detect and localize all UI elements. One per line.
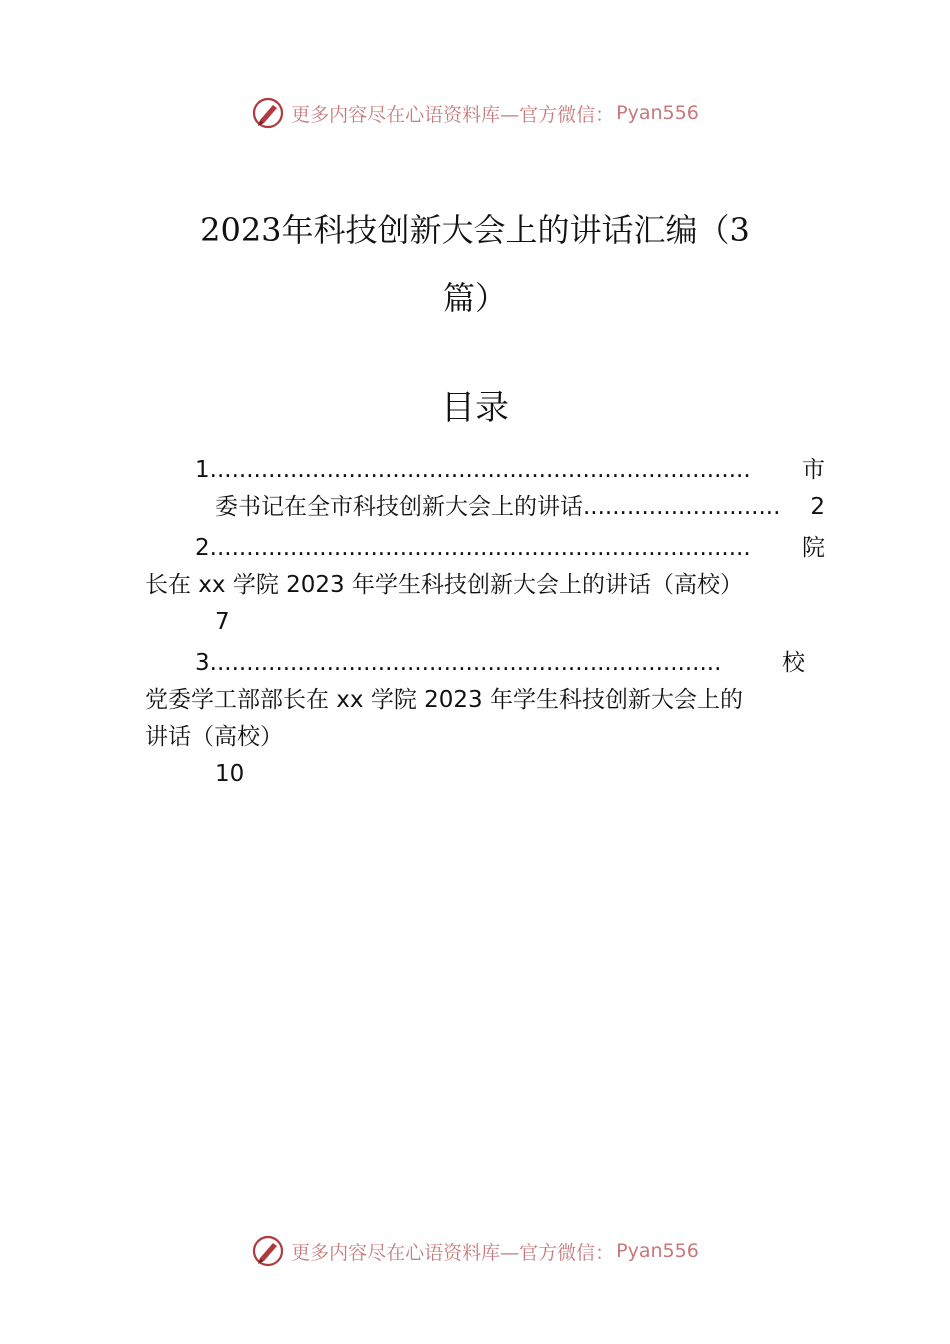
title-line-2: 篇） xyxy=(442,279,507,317)
toc-entry-1-page: 2 xyxy=(810,494,825,520)
toc-entry-3-page: 10 xyxy=(215,761,245,787)
toc-entry-1-leader-2: ........................... xyxy=(583,494,781,520)
header-watermark xyxy=(0,96,950,130)
toc-entry-3-number: 3 xyxy=(195,650,210,676)
watermark-text: 更多内容尽在心语资料库—官方微信： xyxy=(291,1241,615,1264)
toc-entry-2-leader: .......................................................................... xyxy=(209,535,751,561)
toc-entry-3-title: 党委学工部部长在 xx 学院 2023 年学生科技创新大会上的 xyxy=(145,687,743,713)
pen-logo-icon xyxy=(251,96,285,130)
toc-entry-1-title: 委书记在全市科技创新大会上的讲话 xyxy=(215,494,583,520)
toc-entry-2-number: 2 xyxy=(195,535,210,561)
toc-entry-3-title-start: 校 xyxy=(782,650,805,676)
toc-entry-2-line-1[interactable] xyxy=(145,530,825,567)
watermark-wechat-id: Pyan556 xyxy=(616,102,699,124)
toc-entry-1-line-1[interactable] xyxy=(145,452,825,489)
toc-entry-3-leader: ...................................................................... xyxy=(209,650,722,676)
toc-entry-2-title: 长在 xx 学院 2023 年学生科技创新大会上的讲话（高校） xyxy=(145,572,743,598)
toc-entry-1-number: 1 xyxy=(195,457,210,483)
watermark-text: 更多内容尽在心语资料库—官方微信： xyxy=(291,103,615,126)
toc-entry-2-line-3[interactable] xyxy=(145,604,825,641)
toc-heading: 目录 xyxy=(441,388,509,428)
toc-entry-3-line-2[interactable] xyxy=(145,682,825,719)
toc-entry-3-line-4[interactable] xyxy=(145,756,825,793)
toc-entry-3-line-3[interactable] xyxy=(145,719,825,756)
pen-logo-icon xyxy=(251,1234,285,1268)
document-title xyxy=(150,196,800,332)
table-of-contents xyxy=(145,452,825,793)
toc-entry-2-page: 7 xyxy=(215,609,230,635)
toc-entry-2-line-2[interactable] xyxy=(145,567,825,604)
toc-entry-2-title-start: 院 xyxy=(802,535,825,561)
title-line-1: 2023年科技创新大会上的讲话汇编（3 xyxy=(200,211,750,249)
toc-entry-3-title-cont: 讲话（高校） xyxy=(145,724,283,750)
footer-watermark xyxy=(0,1234,950,1268)
toc-entry-1-line-2[interactable] xyxy=(145,489,825,526)
toc-entry-1-title-start: 市 xyxy=(802,457,825,483)
toc-entry-3-line-1[interactable] xyxy=(145,645,825,682)
toc-entry-1-leader: .......................................................................... xyxy=(209,457,751,483)
watermark-wechat-id: Pyan556 xyxy=(616,1240,699,1262)
